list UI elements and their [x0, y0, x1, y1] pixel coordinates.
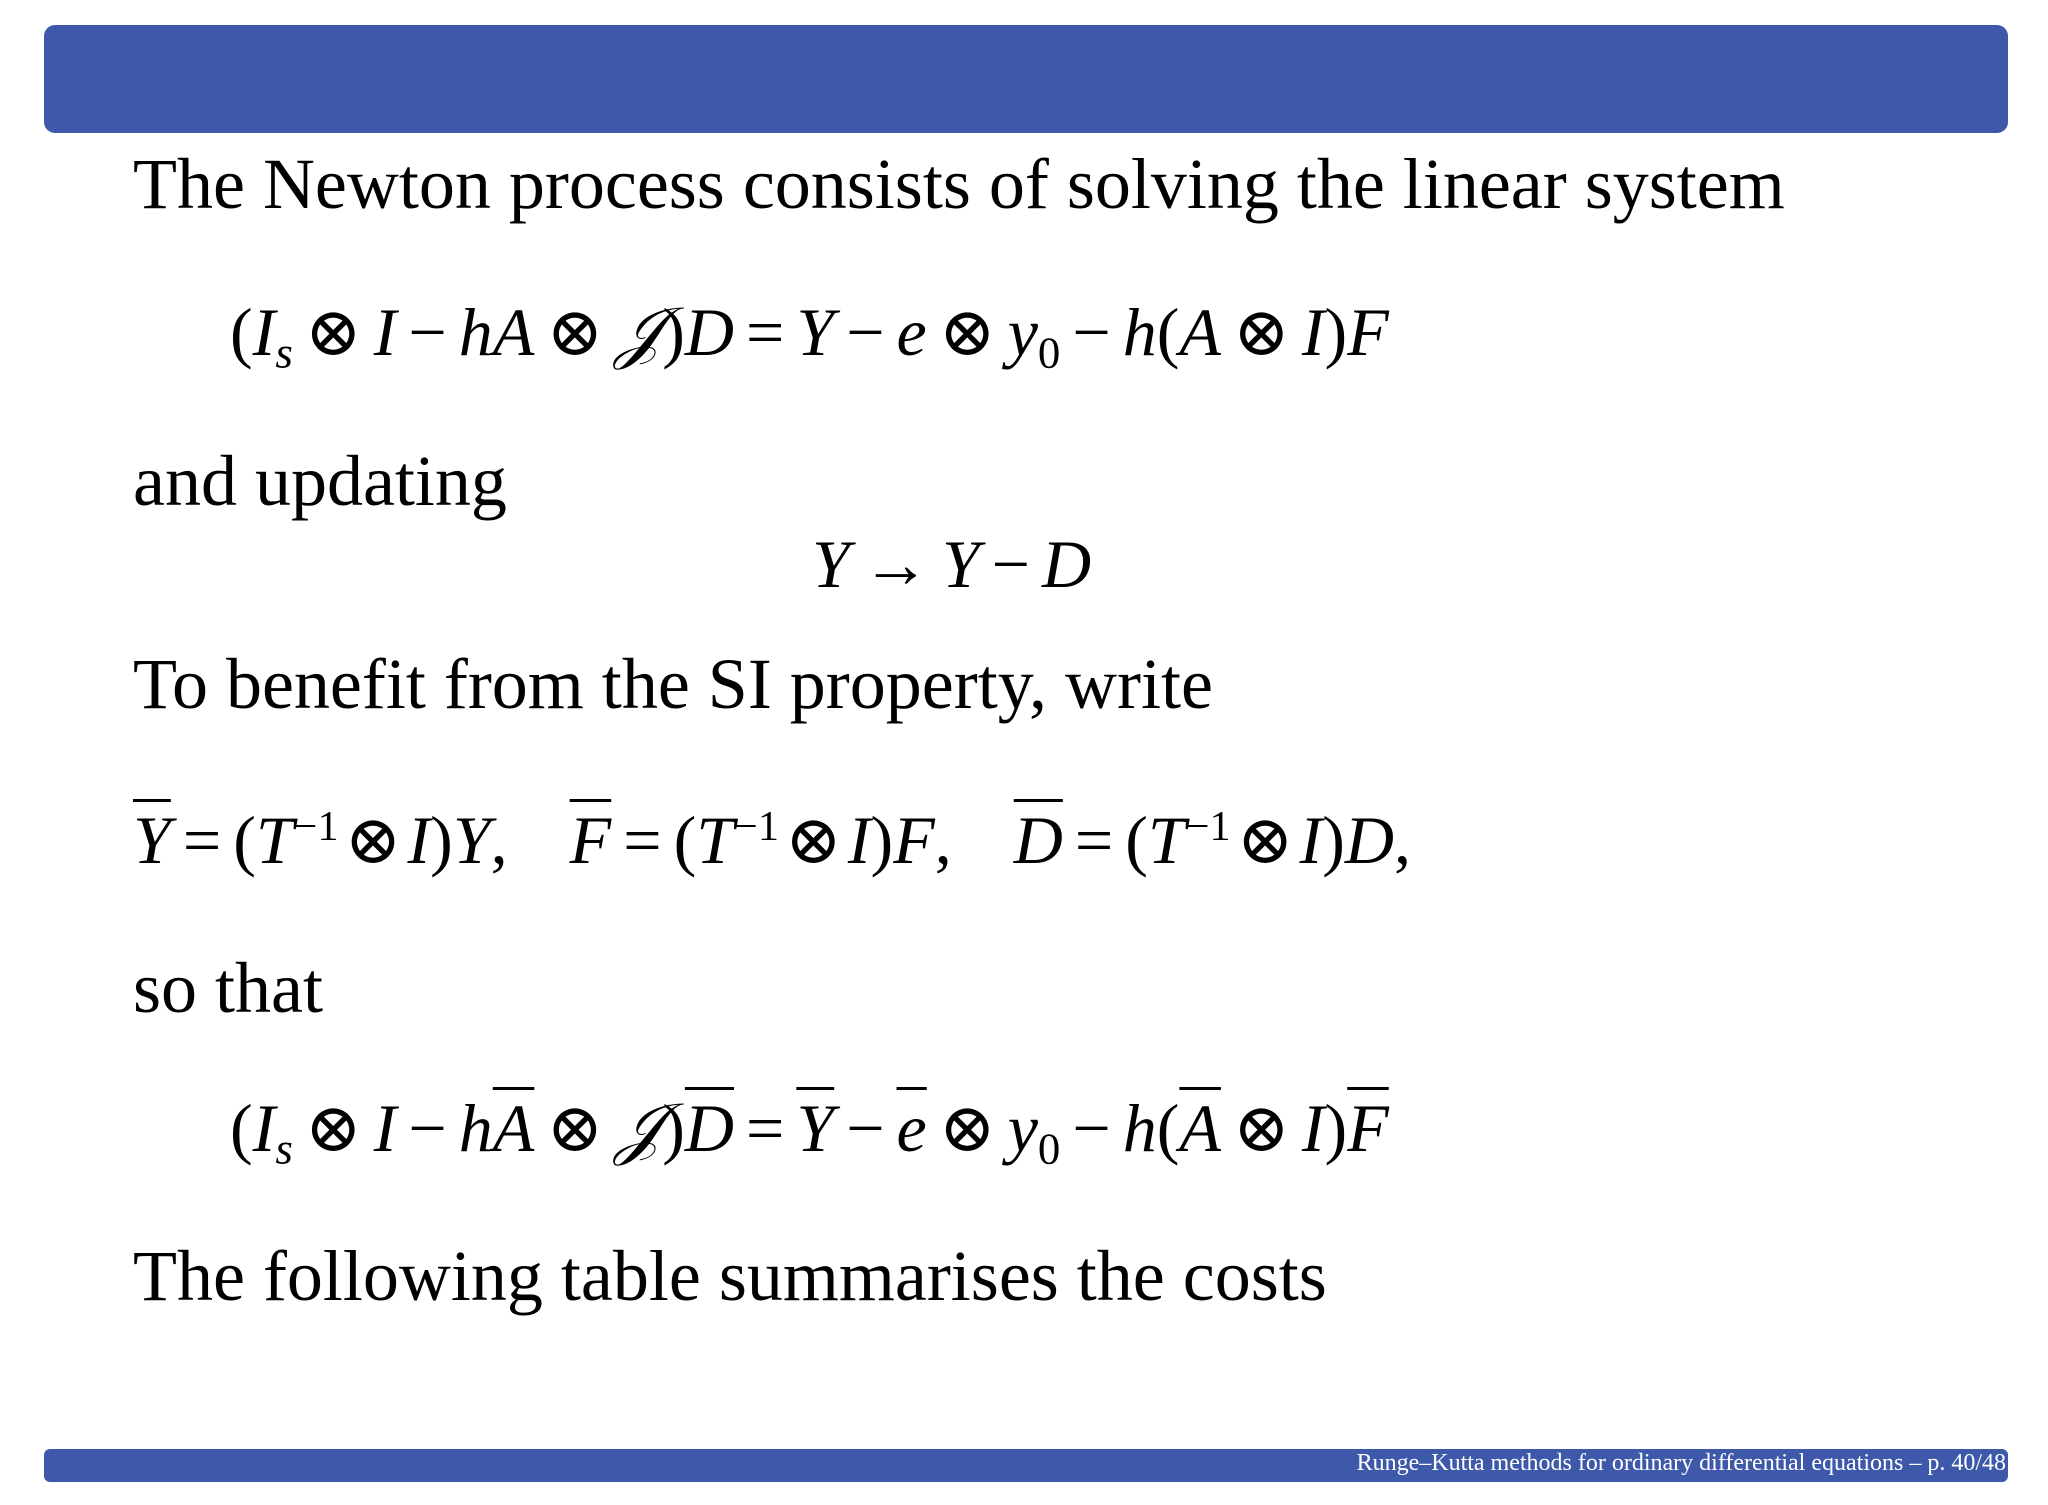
paragraph-and-updating: and updating [133, 441, 507, 521]
paragraph-newton-process: The Newton process consists of solving the linear system [133, 144, 1785, 224]
equation-newton-system: ($I_s$ ⊗ I − hA ⊗ 𝒥)D = Y − e ⊗ $y_0 - h(A$ ⊗ I)F [230, 293, 1389, 378]
equation-transform: $\overline{Y}$ = $(T^{-1}\otimes I)Y$, $\overline{F}$ = $(T^{-1}\otimes I)F$, $\overline{D}$ = $(T^{-1}\otimes I)D$, [133, 802, 1411, 878]
footer-title-page: Runge–Kutta methods for ordinary differential equations – p. 40/48 [1356, 1450, 2006, 1476]
paragraph-so-that: so that [133, 948, 323, 1028]
paragraph-table-summary: The following table summarises the costs [133, 1236, 1327, 1316]
header-bar [44, 25, 2008, 133]
equation-update: Y → Y − D [812, 526, 1092, 602]
paragraph-si-property: To benefit from the SI property, write [133, 644, 1213, 724]
equation-transformed-system: ($I_s$ ⊗ $I - h\overline{A}$ ⊗ $𝒥)\overline{D} = \overline{Y} - \overline{e}$ ⊗ $y_0 - h(\overline{A}$ ⊗ $I)\overline{F}$ [230, 1089, 1389, 1174]
